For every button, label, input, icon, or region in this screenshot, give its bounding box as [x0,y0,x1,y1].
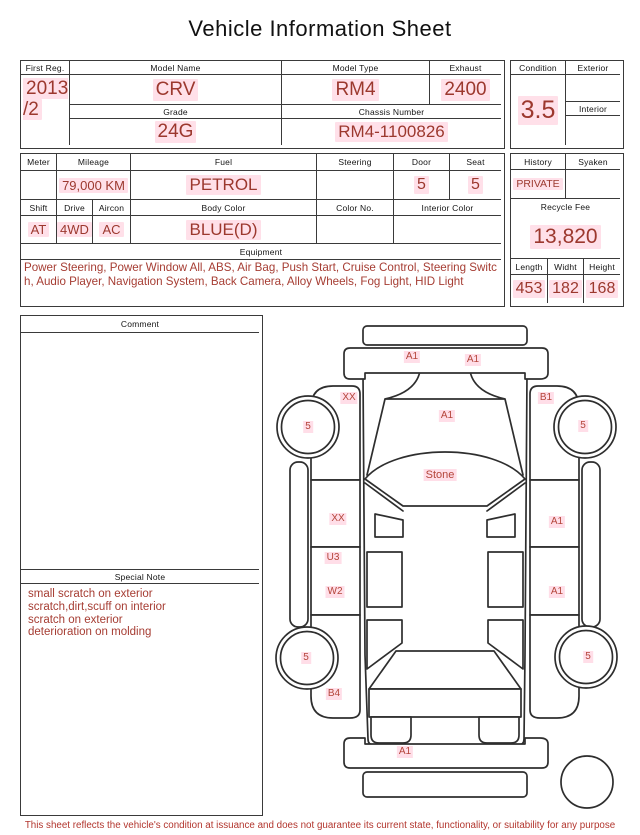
first-reg-label: First Reg. [21,61,70,75]
condition-label: Condition [511,61,566,75]
damage-label-windshield: Stone [425,469,455,481]
interior-label: Interior [566,102,620,116]
left-tail-light-shape [371,717,411,743]
chassis-number-label: Chassis Number [282,105,501,119]
damage-label-left-rear-door-upper: U3 [326,552,340,563]
height-value: 168 [584,275,620,303]
body-color-value: BLUE(D) [131,216,317,244]
fuel-label: Fuel [131,154,317,171]
equipment-label: Equipment [21,244,501,260]
page-title: Vehicle Information Sheet [188,16,452,41]
damage-label-right-front-door: A1 [550,516,564,527]
footer-disclaimer: This sheet reflects the vehicle's condition at issuance and does not guarantee its current state, functionality, or suitability for any purpose [24,820,616,831]
damage-label-hood: A1 [440,410,454,421]
right-rear-window-shape [488,552,523,607]
damage-label-left-front-fender: XX [342,392,356,403]
syaken-label: Syaken [566,154,620,170]
first-reg-value: 2013 /2 [21,75,70,145]
meter-value [21,171,57,200]
steering-value [317,171,394,200]
special-note-label: Special Note [21,569,259,584]
history-value: PRIVATE [511,170,566,199]
special-note-line: scratch,dirt,scuff on interior [28,600,166,613]
condition-table [510,60,624,149]
exterior-value [566,75,620,102]
spare-tire-shape [561,756,613,808]
drive-value: 4WD [57,216,93,244]
special-note-line: small scratch on exterior [28,588,153,600]
right-rear-door-shape [530,547,579,615]
exhaust-value: 2400 [430,75,501,105]
meter-label: Meter [21,154,57,171]
width-value: 182 [548,275,584,303]
model-name-value: CRV [70,75,282,105]
damage-label-left-rear-fender: B4 [327,688,341,699]
model-type-label: Model Type [282,61,430,75]
interior-color-value [394,216,501,244]
comment-box [20,315,263,816]
width-label: Widht [548,259,584,275]
identity-table [20,60,505,149]
steering-label: Steering [317,154,394,171]
body-color-label: Body Color [131,200,317,216]
special-note-text [21,584,259,812]
length-value: 453 [511,275,548,303]
shift-value: AT [21,216,57,244]
damage-label-right-rear-wheel: 5 [585,651,591,662]
interior-value [566,116,620,145]
comment-text [21,333,259,569]
interior-color-label: Interior Color [394,200,501,216]
damage-label-left-rear-door-lower: W2 [327,586,343,597]
damage-label-right-front-fender: B1 [539,392,553,403]
right-rocker-panel [582,462,600,627]
damage-label-front-bumper-left: A1 [405,351,419,362]
history-fee-table [510,153,624,307]
front-grille-strip-shape [363,326,527,345]
comment-label: Comment [21,316,259,333]
syaken-value [566,170,620,199]
damage-label-rear-bumper: A1 [398,746,412,757]
exhaust-label: Exhaust [430,61,501,75]
left-rear-window-shape [367,552,402,607]
damage-label-left-rear-wheel: 5 [303,652,309,663]
aircon-label: Aircon [93,200,131,216]
rear-hatch-shape [369,689,521,717]
chassis-number-value: RM4-1100826 [282,119,501,145]
color-no-label: Color No. [317,200,394,216]
exterior-label: Exterior [566,61,620,75]
mileage-value: 79,000 KM [57,171,131,200]
special-note-line: scratch on exterior [28,613,123,626]
car-damage-diagram [270,315,640,812]
left-rocker-panel [290,462,308,627]
rear-lower-strip-shape [363,772,527,797]
aircon-value: AC [93,216,131,244]
seat-label: Seat [450,154,501,171]
recycle-fee-value: 13,820 [511,215,620,259]
model-type-value: RM4 [282,75,430,105]
grade-label: Grade [70,105,282,119]
grade-value: 24G [70,119,282,145]
damage-label-right-front-wheel: 5 [580,420,586,431]
model-name-label: Model Name [70,61,282,75]
color-no-value [317,216,394,244]
recycle-fee-label: Recycle Fee [540,202,591,212]
door-label: Door [394,154,450,171]
damage-label-right-rear-door: A1 [550,586,564,597]
details-table [20,153,505,307]
rear-window-shape [369,651,521,689]
damage-label-left-front-wheel: 5 [305,421,311,432]
right-tail-light-shape [479,717,519,743]
history-label: History [511,154,566,170]
drive-label: Drive [57,200,93,216]
door-value: 5 [394,171,450,200]
fuel-value: PETROL [131,171,317,200]
height-label: Height [584,259,620,275]
right-front-door-shape [530,480,579,547]
damage-label-left-front-door: XX [331,513,345,524]
mileage-label: Mileage [57,154,131,171]
seat-value: 5 [450,171,501,200]
damage-label-front-bumper-right: A1 [466,354,480,365]
equipment-value: Power Steering, Power Window All, ABS, Air Bag, Push Start, Cruise Control, Steering Switch, Audio Player, Navigation System, Back Camera, Alloy Wheels, Fog Light, HID Light [24,261,497,288]
condition-value: 3.5 [511,75,566,145]
shift-label: Shift [21,200,57,216]
length-label: Length [511,259,548,275]
special-note-line: deterioration on molding [28,626,152,639]
